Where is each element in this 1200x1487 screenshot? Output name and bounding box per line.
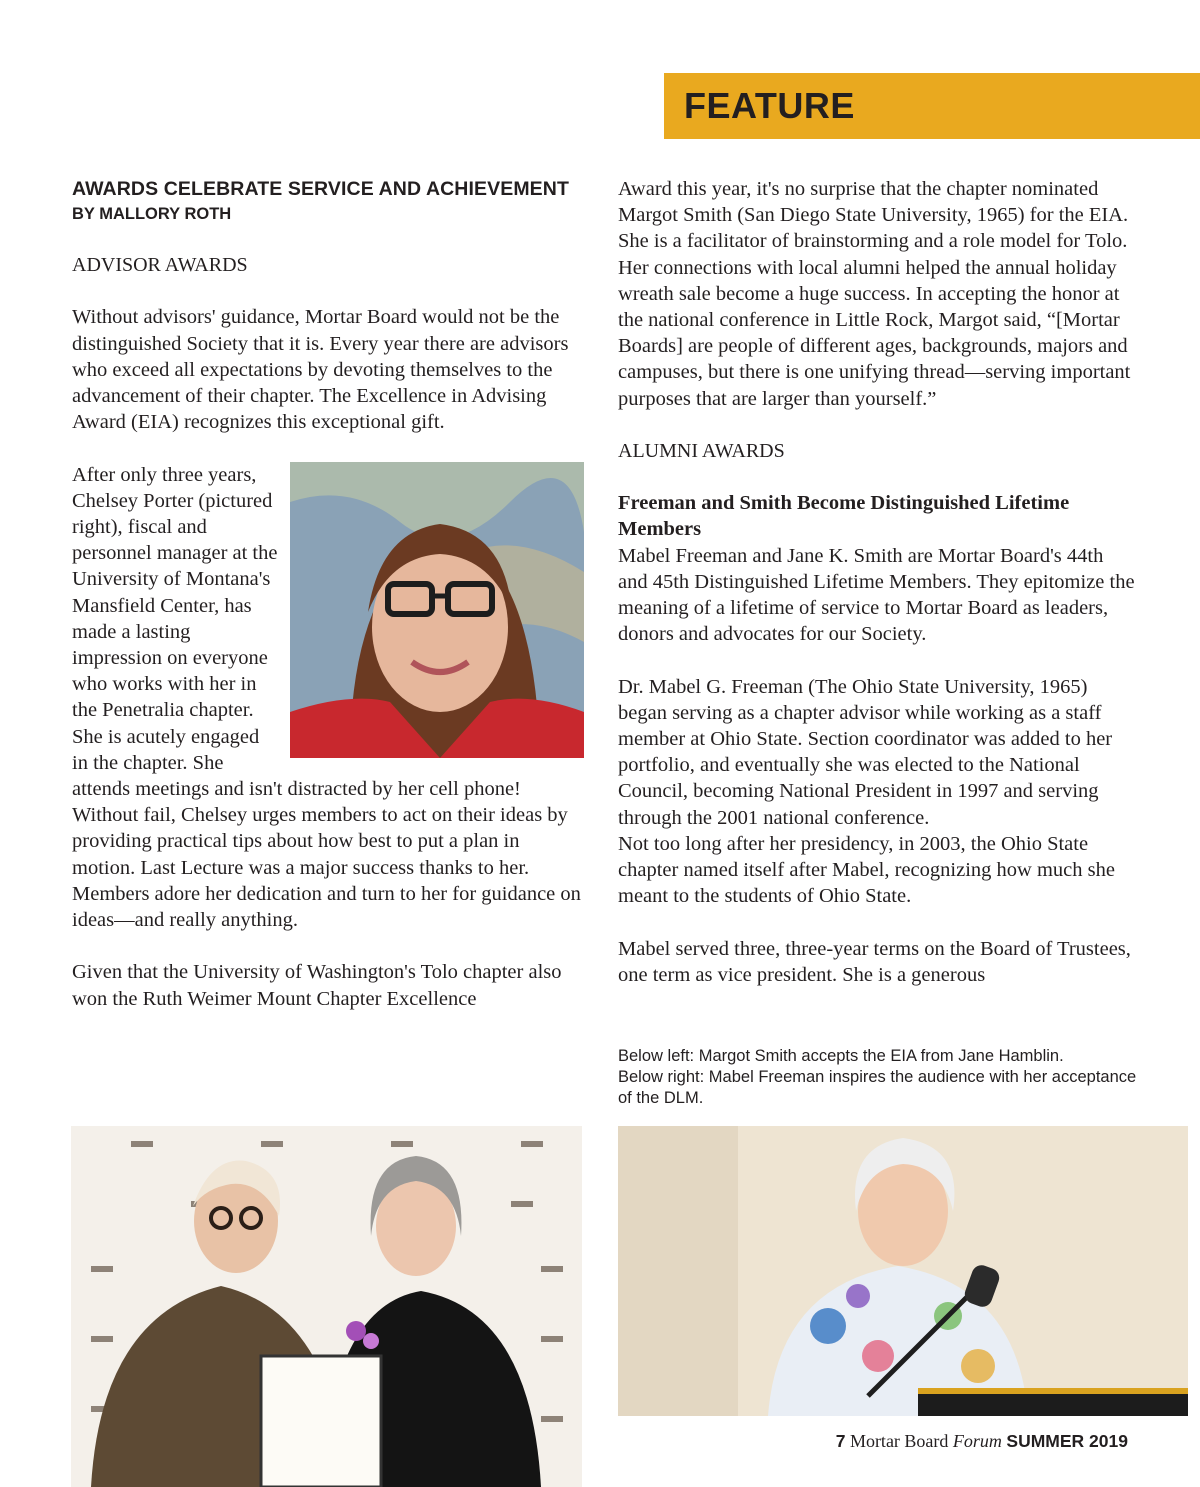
freeman-paragraph-1: Dr. Mabel G. Freeman (The Ohio State University, 1965) began serving as a chapter advisor while working as a staff member at Ohio State. Section coordinator was added to her portfolio, and eventually she was elected to the National Council, becoming National President in 1997 and serving through the 2001 national conference. [618, 675, 1113, 829]
alumni-subheading: Freeman and Smith Become Distinguished Lifetime Members [618, 492, 1070, 541]
tolo-paragraph-start: Given that the University of Washington's Tolo chapter also won the Ruth Weimer Mount Chapter Excellence [72, 961, 562, 1010]
alumni-awards-heading: ALUMNI AWARDS [618, 439, 785, 462]
magazine-name: Mortar Board [849, 1431, 949, 1451]
issue-label: SUMMER 2019 [1006, 1431, 1128, 1451]
portrait-illustration [290, 462, 584, 758]
advisor-intro-paragraph: Without advisors' guidance, Mortar Board would not be the distinguished Society that it is. Every year there are advisors who exceed all expectations by devoting themselves to the advancement of their chapter. The Excellence in Advising Award (EIA) recognizes this exceptional gift. [72, 306, 569, 434]
freeman-paragraph-2: Not too long after her presidency, in 2003, the Ohio State chapter named itself after Mabel, recognizing how much she meant to the students of Ohio State. [618, 832, 1115, 908]
article-byline: BY MALLORY ROTH [72, 205, 232, 223]
chelsey-porter-photo [290, 462, 584, 758]
tolo-paragraph-continued: Award this year, it's no surprise that the chapter nominated Margot Smith (San Diego State University, 1965) for the EIA. She is a facilitator of brainstorming and a role model for Tolo. Her connections with local alumni helped the annual holiday wreath sale become a huge success. In accepting the honor at the national conference in Little Rock, Margot said, “[Mortar Boards] are people of different ages, backgrounds, majors and campuses, but there is one unifying thread—serving important purposes that are larger than yourself.” [618, 178, 1131, 410]
right-column [618, 176, 1138, 988]
speech-photo-illustration [618, 1126, 1188, 1416]
mabel-freeman-speech-photo [618, 1126, 1188, 1416]
award-photo-illustration [71, 1126, 582, 1487]
alumni-intro-paragraph: Mabel Freeman and Jane K. Smith are Mortar Board's 44th and 45th Distinguished Lifetime Members. They epitomize the meaning of a lifetime of service to Mortar Board as leaders, donors and advocates for our Society. [618, 544, 1135, 646]
magazine-name-italic: Forum [952, 1431, 1002, 1451]
photo-caption [618, 1046, 1138, 1109]
page-footer [836, 1430, 1128, 1452]
caption-left: Below left: Margot Smith accepts the EIA from Jane Hamblin. [618, 1047, 1064, 1065]
advisor-awards-heading: ADVISOR AWARDS [72, 254, 248, 276]
article-title: AWARDS CELEBRATE SERVICE AND ACHIEVEMENT [72, 178, 569, 200]
freeman-paragraph-3: Mabel served three, three-year terms on the Board of Trustees, one term as vice president. She is a generous [618, 937, 1131, 986]
page-number: 7 [835, 1431, 846, 1451]
caption-right: Below right: Mabel Freeman inspires the audience with her acceptance of the DLM. [618, 1068, 1137, 1107]
porter-block [72, 462, 584, 934]
porter-paragraph: After only three years, Chelsey Porter (pictured right), fiscal and personnel manager at the University of Montana's Mansfield Center, has made a lasting impression on everyone who works with her in the Penetralia chapter. She is acutely engaged in the chapter. She attends meetings and isn't distracted by her cell phone! Without fail, Chelsey urges members to act on their ideas by providing practical tips about how best to put a plan in motion. Last Lecture was a major success thanks to her. Members adore her dedication and turn to her for guidance on ideas—and really anything. [72, 463, 581, 932]
feature-label: FEATURE [684, 85, 855, 126]
margot-smith-award-photo [71, 1126, 582, 1487]
left-column [72, 176, 584, 1012]
feature-banner [664, 73, 1200, 139]
